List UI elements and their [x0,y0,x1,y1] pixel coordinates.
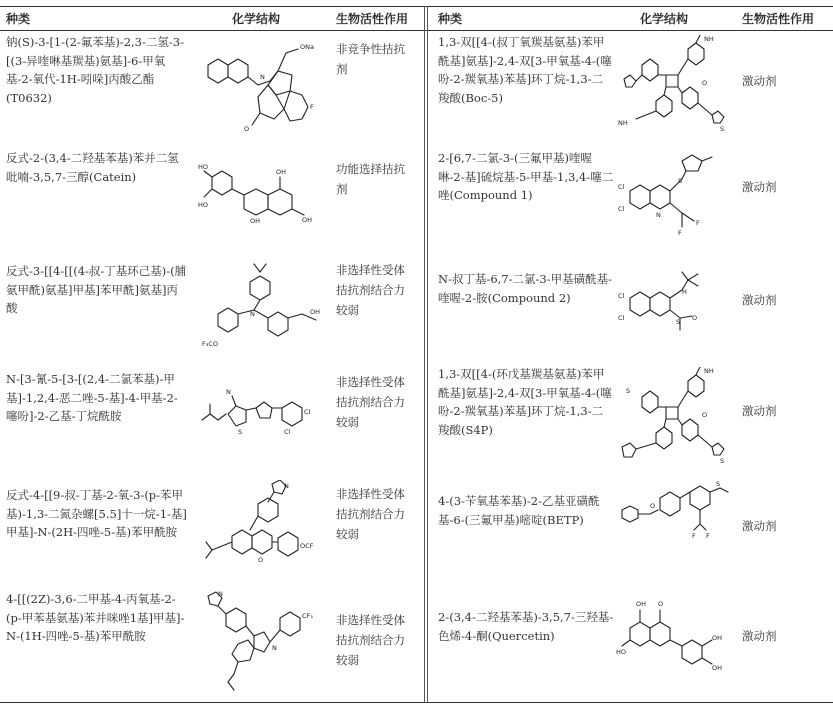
label-ho: HO [198,201,209,209]
compound-name: 反式-2-(3,4-二羟基苯基)苯并二氢吡喃-3,5,7-三醇(Catein) [6,151,179,184]
label-o: O [658,600,664,608]
label-n: N [656,211,661,219]
activity-text: 非选择性受体拮抗剂结合力较弱 [336,263,405,317]
label-o: O [702,79,708,87]
label-s: S [238,428,243,436]
structure-s4p [616,367,736,471]
table-top-rule [0,6,833,7]
compound-name: N-叔丁基-6,7-二氯-3-甲基磺酰基-喹喔-2-胺(Compound 2) [438,272,612,305]
label-ona: ONa [300,43,314,51]
label-s: S [720,125,725,133]
activity-text: 激动剂 [742,293,777,307]
activity-text: 激动剂 [742,519,777,533]
label-cn: N [226,388,231,396]
structure-boc5 [616,35,736,139]
table-row [0,145,424,255]
header-structure-left: 化学结构 [232,12,281,26]
label-ho-2: HO [198,163,209,171]
compound-name: 2-[6,7-二氯-3-(三氟甲基)喹喔啉-2-基]硫烷基-5-甲基-1,3,4-噻二唑(Compound 1) [438,151,614,202]
structure-catein [198,147,328,247]
label-cf3: CF₃ [302,612,313,620]
activity-text: 非选择性受体拮抗剂结合力较弱 [336,375,405,429]
label-cl-2: Cl [284,428,291,436]
label-o: O [244,125,250,133]
activity-text: 激动剂 [742,629,777,643]
header-category-left: 种类 [6,12,31,26]
table-row [430,33,833,143]
label-s-2: S [626,387,631,395]
label-cl: Cl [618,292,625,300]
label-oh: OH [310,308,321,316]
compound-name: 1,3-双[[4-(叔丁氧羰基氨基)苯甲酰基]氨基]-2,4-双[3-甲氧基-4-(噻吩-2-羰氧基)苯基]环丁烷-1,3-二羧酸(Boc-5) [438,35,612,105]
compound-name: N-[3-氰-5-[3-[(2,4-二氯苯基)-甲基]-1,2,4-恶二唑-5-基]-4-甲基-2-噻吩]-2-乙基-丁烷酰胺 [6,372,178,423]
label-f: F [692,532,696,540]
structure-row4 [198,374,328,464]
activity-text: 激动剂 [742,180,777,194]
compound-name: 反式-4-[[9-叔-丁基-2-氧-3-(p-苯甲基)-1,3-二氮杂螺[5.5]十一烷-1-基]甲基]-N-(2H-四唑-5-基)苯甲酰胺 [6,488,187,539]
table-row [0,370,424,475]
header-category-right: 种类 [438,12,463,26]
label-s: S [716,480,721,488]
label-o: O [258,556,264,564]
table-row [0,33,424,143]
label-n: N [250,310,255,318]
label-oh: OH [636,600,647,608]
label-s: S [720,457,725,465]
label-cl: Cl [304,408,311,416]
table-row [430,478,833,588]
table-row [0,588,424,700]
compound-name: 4-(3-苄氧基苯基)-2-乙基亚磺酰基-6-(三氟甲基)嘧啶(BETP) [438,494,600,527]
label-nh-2: NH [704,35,714,43]
label-f: F [310,103,314,111]
label-cl-2: Cl [618,205,625,213]
label-ho: HO [616,648,627,656]
table-row [430,365,833,477]
label-s: S [676,318,681,326]
table-row [0,258,424,368]
label-ocf: OCF [300,542,314,550]
structure-betp [616,480,736,580]
header-structure-right: 化学结构 [640,12,689,26]
activity-text: 非选择性受体拮抗剂结合力较弱 [336,613,405,667]
compound-name: 反式-3-[[4-[[(4-叔-丁基环己基)-(脯氨甲酰)氨基]甲基]苯甲酰]氨基]丙酸 [6,264,187,315]
structure-row6 [198,588,328,698]
label-o: O [650,502,656,510]
structure-compound2 [616,258,736,362]
label-oh-3: OH [250,217,261,225]
structure-row3 [198,260,328,360]
label-o: O [702,411,708,419]
label-s: S [678,177,683,185]
table-bottom-rule [0,702,833,703]
label-n: N [218,590,223,598]
structure-compound1 [616,145,736,249]
label-oh-2: OH [302,216,313,224]
label-nh: NH [618,119,628,127]
activity-text: 非竞争性拮抗剂 [336,42,405,76]
label-oh: OH [276,168,287,176]
table-row [430,145,833,255]
label-tetrazole-n: N [284,482,289,490]
activity-text: 非选择性受体拮抗剂结合力较弱 [336,487,405,541]
compound-name: 4-[[(2Z)-3,6-二甲基-4-丙氧基-2-(p-甲苯基氨基)苯并咪唑1基]甲基]-N-(1H-四唑-5-基)苯甲酰胺 [6,592,185,643]
label-f: F [678,229,682,237]
label-f-2: F [706,532,710,540]
label-f3co: F₃CO [202,340,218,348]
activity-text: 激动剂 [742,74,777,88]
label-oh-2: OH [712,634,723,642]
table-row [430,588,833,700]
label-nh: NH [704,367,714,375]
structure-quercetin [616,588,736,696]
compound-name: 钠(S)-3-[1-(2-氟苯基)-2,3-二氢-3-[(3-异喹啉基羰基)氨基]-6-甲氧基-2-氧代-1H-吲哚]丙酸乙酯(T0632) [6,35,184,105]
label-n-2: N [272,644,277,652]
structure-t0632 [198,35,328,135]
structure-row5 [198,480,328,585]
label-h: H [682,288,687,296]
table-row [0,478,424,588]
activity-text: 功能选择拮抗剂 [336,162,405,196]
label-oh-3: OH [712,664,723,672]
label-o: O [692,314,698,322]
column-double-divider [424,6,428,703]
table-header-rule [0,30,833,31]
activity-text: 激动剂 [742,404,777,418]
label-cl-2: Cl [618,314,625,322]
header-activity-left: 生物活性作用 [336,12,409,26]
compound-name: 2-(3,4-二羟基苯基)-3,5,7-三羟基-色烯-4-酮(Quercetin) [438,610,614,643]
label-cl: Cl [618,183,625,191]
compound-name: 1,3-双[[4-(环戊基羰基氨基)苯甲酰基]氨基]-2,4-双[3-甲氧基-4-(噻吩-2-羰氧基)苯基]环丁烷-1,3-二羧酸(S4P) [438,367,612,437]
header-activity-right: 生物活性作用 [742,12,815,26]
label-f-2: F [696,219,700,227]
label-n: N [260,73,265,81]
table-row [430,258,833,368]
